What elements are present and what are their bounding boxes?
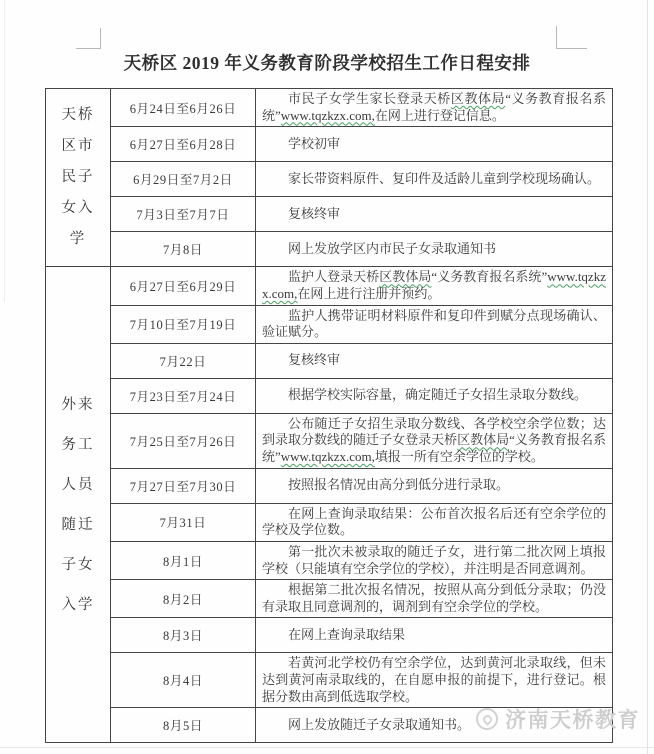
description-cell [256, 232, 613, 267]
category-label-line: 务工 [61, 436, 95, 453]
description-text: 在网上查询录取结果 [288, 627, 406, 643]
date-cell: 8月4日 [111, 653, 256, 708]
date-cell: 7月27日至7月30日 [111, 468, 256, 503]
table-row [46, 378, 613, 413]
spellcheck-underlined-text: www.tqzkzx.com, [280, 449, 375, 464]
category-label-line: 入学 [61, 596, 95, 613]
table-row [46, 305, 613, 343]
date-cell: 8月5日 [111, 708, 256, 743]
table-row [46, 267, 613, 305]
page-edge-left [4, 0, 5, 302]
date-cell: 7月8日 [111, 232, 256, 267]
date-cell: 8月3日 [111, 618, 256, 653]
date-cell: 6月27日至6月28日 [111, 127, 256, 162]
watermark-logo-icon [476, 708, 498, 730]
description-text: 在网上进行登记信息。 [374, 107, 505, 123]
spellcheck-underlined-text: www.tqzkzx.com, [262, 269, 606, 301]
description-cell [256, 413, 613, 468]
description-text: 填报一所有空余学位的学校。 [374, 449, 544, 464]
category-cell [46, 267, 111, 743]
table-row [46, 580, 613, 618]
date-cell: 7月10日至7月19日 [111, 305, 256, 343]
schedule-table-body [46, 89, 613, 743]
description-cell [256, 267, 613, 305]
page-edge-right [647, 0, 648, 754]
table-row [46, 541, 613, 579]
watermark-label: 济南天桥教育 [505, 709, 640, 732]
date-cell: 7月23日至7月24日 [111, 378, 256, 413]
description-text: 若黄河北学校仍有空余学位，达到黄河北录取线，但未达到黄河南录取线的，在自愿申报的前提下，进行登记。根据分数由高到低选取学校。 [262, 655, 606, 704]
table-row [46, 413, 613, 468]
description-text: 根据第二批次报名情况，按照从高分到低分录取；仍没有录取且同意调剂的，调剂到有空余学位的学校。 [262, 582, 606, 614]
category-label-line: 区市 [61, 138, 95, 155]
table-row [46, 127, 613, 162]
date-cell: 7月22日 [111, 343, 256, 378]
date-cell: 7月3日至7月7日 [111, 197, 256, 232]
description-text: 第一批次未被录取的随迁子女，进行第二批次网上填报学校（只能填有空余学位的学校），并注明是否同意调剂。 [262, 543, 606, 576]
jinan-tianqiao-education-watermark [476, 704, 640, 734]
table-row [46, 503, 613, 541]
date-cell: 7月31日 [111, 503, 256, 541]
date-cell: 8月2日 [111, 580, 256, 618]
description-text: 根据学校实际容量，确定随迁子女招生录取分数线。 [288, 387, 588, 403]
description-text: 网上发放学区内市民子女录取通知书 [288, 240, 497, 256]
table-row [46, 618, 613, 653]
description-text: “义务教育报名系统” [431, 269, 548, 285]
description-cell [256, 618, 613, 653]
description-text: 复核终审 [288, 205, 341, 221]
table-row [46, 162, 613, 197]
date-cell: 8月1日 [111, 541, 256, 579]
category-label-line: 学 [69, 231, 87, 248]
description-cell [256, 343, 613, 378]
description-text: 家长带资料原件、复印件及适龄儿童到学校现场确认。 [288, 170, 601, 186]
page-edge-bottom [0, 747, 654, 748]
category-label-line: 子女 [61, 556, 95, 573]
category-label-line: 随迁 [61, 516, 95, 533]
category-cell [46, 89, 111, 267]
description-cell [256, 468, 613, 503]
date-cell: 6月27日至6月29日 [111, 267, 256, 305]
spellcheck-underlined-text: 区教体局 [379, 269, 432, 285]
page-margin-mark-right [556, 26, 587, 49]
description-text: 市民子女学生家长登录天桥 [288, 91, 451, 106]
description-cell [256, 541, 613, 579]
description-text: 网上发放随迁子女录取通知书。 [288, 716, 471, 732]
description-text: 学校初审 [288, 135, 341, 151]
table-row [46, 468, 613, 503]
description-cell [256, 580, 613, 618]
description-text: “义务教育报名系统” [262, 91, 606, 123]
document-title: 天桥区 2019 年义务教育阶段学校招生工作日程安排 [123, 53, 531, 73]
description-cell [256, 162, 613, 197]
table-row [46, 89, 613, 127]
category-label-line: 民子 [61, 169, 95, 186]
page-margin-mark-left [76, 28, 101, 49]
spellcheck-underlined-text: 区教体局 [457, 432, 510, 448]
description-cell [256, 197, 613, 232]
table-row [46, 197, 613, 232]
table-row [46, 653, 613, 708]
description-cell [256, 305, 613, 343]
category-label-line: 女入 [61, 200, 95, 217]
description-text: 按照报名情况由高分到低分进行录取。 [288, 477, 510, 493]
description-cell [256, 378, 613, 413]
description-cell [256, 127, 613, 162]
table-row [46, 232, 613, 267]
description-text: 监护人携带证明材料原件和复印件到赋分点现场确认、验证赋分。 [262, 307, 606, 340]
description-cell [256, 89, 613, 127]
description-text: “义务教育报名系统” [262, 432, 606, 464]
date-cell: 7月25日至7月26日 [111, 413, 256, 468]
category-label-line: 人员 [61, 476, 95, 493]
description-cell [256, 503, 613, 541]
description-cell [256, 653, 613, 708]
table-row [46, 343, 613, 378]
description-text: 公布随迁子女招生录取分数线、各学校空余学位数；达到录取分数线的随迁子女登录天桥 [262, 415, 606, 448]
description-text: 监护人登录天桥 [288, 269, 380, 285]
category-label-line: 外来 [61, 396, 95, 413]
schedule-table [45, 88, 613, 743]
category-label-line: 天桥 [61, 107, 95, 124]
description-text: 复核终审 [288, 352, 341, 368]
spellcheck-underlined-text: 区教体局 [450, 91, 506, 106]
date-cell: 6月24日至6月26日 [111, 89, 256, 127]
description-text: 在网上进行注册并预约。 [297, 285, 441, 301]
spellcheck-underlined-text: www.tqzkzx.com, [280, 107, 375, 123]
description-text: 在网上查询录取结果：公布首次报名后还有空余学位的学校及学位数。 [262, 505, 606, 538]
date-cell: 6月29日至7月2日 [111, 162, 256, 197]
